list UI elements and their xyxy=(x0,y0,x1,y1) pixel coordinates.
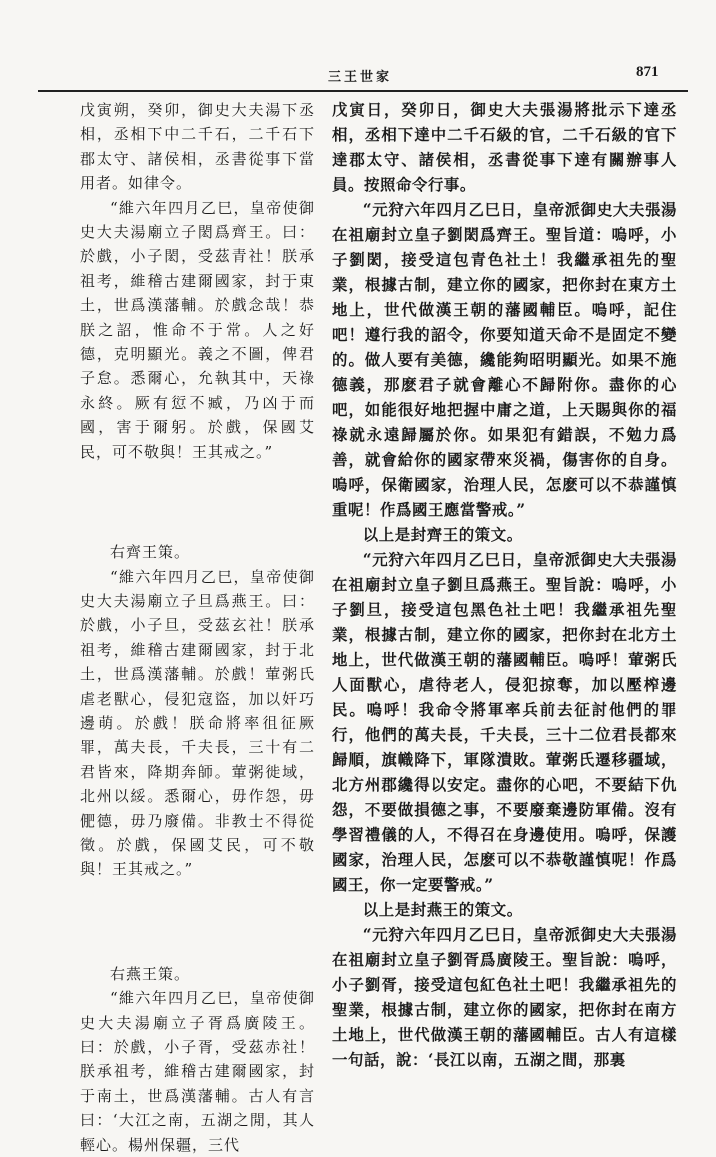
running-head: 三王世家 xyxy=(328,70,393,85)
translation-para-1: 戊寅日，癸卯日，御史大夫張湯將批示下達丞相，丞相下達中二千石級的官，二千石級的官下達郡太守、諸侯相，丞書從事下達有關辦事人員。按照命令行事。 xyxy=(332,101,677,194)
original-para-1: 戊寅朔，癸卯，御史大夫湯下丞相，丞相下中二千石，二千石下郡太守、諸侯相，丞書從事下當用者。如律令。 xyxy=(80,101,315,193)
original-para-6: “維六年四月乙巳，皇帝使御史大夫湯廟立子胥爲廣陵王。曰：於戲，小子胥，受茲赤社！朕承祖考，維稽古建爾國家，封于南土，世爲漢藩輔。古人有言曰：‘大江之南，五湖之閒，其人輕心。楊州保疆，三代 xyxy=(80,989,315,1154)
translation-column xyxy=(332,98,677,1069)
header-rule xyxy=(38,90,688,92)
original-text-column xyxy=(80,98,315,1154)
original-para-3: 右齊王策。 xyxy=(110,543,191,562)
column-gap xyxy=(80,464,315,540)
original-para-5: 右燕王策。 xyxy=(110,964,191,983)
page-number: 871 xyxy=(636,64,659,80)
translation-para-3: 以上是封齊王的策文。 xyxy=(362,526,523,544)
translation-para-5: 以上是封燕王的策文。 xyxy=(362,901,523,919)
page-header xyxy=(38,60,688,90)
original-para-4: “維六年四月乙巳，皇帝使御史大夫湯廟立子旦爲燕王。曰：於戲，小子旦，受茲玄社！朕承祖考，維稽古建爾國家，封于北土，世爲漢藩輔。於戲！葷粥氏虐老獸心，侵犯寇盜，加以奸巧邊萌。於戲！朕命將率徂征厥罪，萬夫長，千夫長，三十有二君皆來，降期奔師。葷粥徙域，北州以綏。悉爾心，毋作怨，毋俷德，毋乃廢備。非教士不得從徵。於戲，保國艾民，可不敬與！王其戒之。” xyxy=(80,567,315,879)
translation-para-6: “元狩六年四月乙巳日，皇帝派御史大夫張湯在祖廟封立皇子劉胥爲廣陵王。聖旨說：嗚呼，小子劉胥，接受這包紅色社土吧！我繼承祖先的聖業，根據古制，建立你的國家，把你封在南方土地上，世代做漢王朝的藩國輔臣。古人有這樣一句話，說：‘長江以南，五湖之間，那裏 xyxy=(332,926,677,1069)
translation-para-4: “元狩六年四月乙巳日，皇帝派御史大夫張湯在祖廟封立皇子劉旦爲燕王。聖旨說：嗚呼，小子劉旦，接受這包黑色社土吧！我繼承祖先聖業，根據古制，建立你的國家，把你封在北方土地上，世代做漢王朝的藩國輔臣。嗚呼！葷粥氏人面獸心，虐待老人，侵犯掠奪，加以壓榨邊民。嗚呼！我命令將軍率兵前去征討他們的罪行，他們的萬夫長，千夫長，三十二位君長都來歸順，旗幟降下，軍隊潰敗。葷粥氏遷移疆域，北方州郡纔得以安定。盡你的心吧，不要結下仇怨，不要做損德之事，不要廢棄邊防軍備。沒有學習禮儀的人，不得召在身邊使用。嗚呼，保護國家，治理人民，怎麽可以不恭敬謹慎呢！作爲國王，你一定要警戒。” xyxy=(332,551,677,894)
translation-para-2: “元狩六年四月乙巳日，皇帝派御史大夫張湯在祖廟封立皇子劉閎爲齊王。聖旨道：嗚呼，小子劉閎，接受這包青色社土！我繼承祖先的聖業，根據古制，建立你的國家，把你封在東方土地上，世代做漢王朝的藩國輔臣。嗚呼，記住吧！遵行我的詔令，你要知道天命不是固定不變的。做人要有美德，纔能夠昭明顯光。如果不施德義，那麽君子就會離心不歸附你。盡你的心吧，如能很好地把握中庸之道，上天賜與你的福祿就永遠歸屬於你。如果犯有錯誤，不勉力爲善，就會給你的國家帶來災禍，傷害你的自身。嗚呼，保衛國家，治理人民，怎麽可以不恭謹慎重呢！作爲國王應當警戒。” xyxy=(332,201,677,519)
original-para-2: “維六年四月乙巳，皇帝使御史大夫湯廟立子閎爲齊王。曰：於戲，小子閎，受茲青社！朕承祖考，維稽古建爾國家，封于東土，世爲漢藩輔。於戲念哉！恭朕之詔，惟命不于常。人之好德，克明顯光。義之不圖，俾君子怠。悉爾心，允執其中，天祿永終。厥有愆不臧，乃凶于而國，害于爾躬。於戲，保國艾民，可不敬與！王其戒之。” xyxy=(80,198,315,461)
column-gap xyxy=(80,882,315,962)
